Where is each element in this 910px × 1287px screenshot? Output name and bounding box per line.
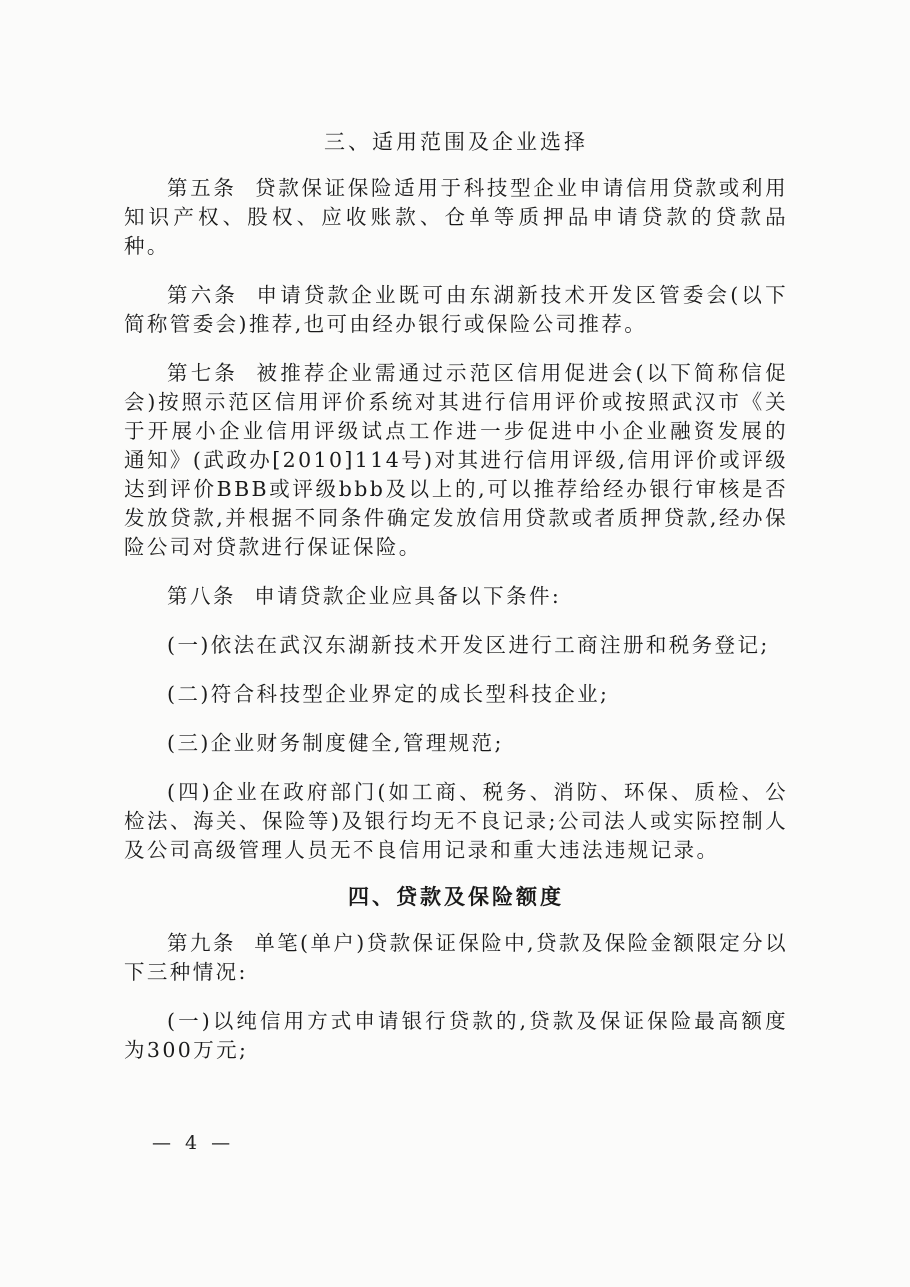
article-8-item-3: (三)企业财务制度健全,管理规范; — [167, 731, 504, 755]
article-5 — [124, 174, 788, 261]
section-heading-4: 四、贷款及保险额度 — [348, 884, 564, 909]
article-9-text: 单笔(单户)贷款保证保险中,贷款及保险金额限定分以下三种情况: — [124, 931, 788, 984]
article-6 — [124, 281, 788, 339]
page-number: — 4 — — [152, 1132, 235, 1154]
article-8-text: 申请贷款企业应具备以下条件: — [254, 584, 562, 608]
article-5-text: 贷款保证保险适用于科技型企业申请信用贷款或利用知识产权、股权、应收账款、仓单等质押品申请贷款的贷款品种。 — [124, 176, 789, 258]
article-8-item-4: (四)企业在政府部门(如工商、税务、消防、环保、质检、公检法、海关、保险等)及银行均无不良记录;公司法人或实际控制人及公司高级管理人员无不良信用记录和重大违法违规记录。 — [124, 780, 788, 862]
article-7-text: 被推荐企业需通过示范区信用促进会(以下简称信促会)按照示范区信用评价系统对其进行信用评价或按照武汉市《关于开展小企业信用评级试点工作进一步促进中小企业融资发展的通知》(武政办[2010]114号)对其进行信用评级,信用评价或评级达到评价BBB或评级bbb及以上的,可以推荐给经办银行审核是否发放贷款,并根据不同条件确定发放信用贷款或者质押贷款,经办保险公司对贷款进行保证保险。 — [124, 361, 788, 559]
article-6-label: 第六条 — [167, 283, 239, 307]
article-8 — [124, 582, 788, 611]
article-8-item-2: (二)符合科技型企业界定的成长型科技企业; — [167, 682, 610, 706]
article-8-label: 第八条 — [167, 584, 236, 608]
document-body — [124, 128, 788, 1065]
article-9-item-1: (一)以纯信用方式申请银行贷款的,贷款及保证保险最高额度为300万元; — [124, 1009, 788, 1062]
article-5-label: 第五条 — [167, 176, 237, 200]
article-7 — [124, 359, 788, 562]
section-heading-3: 三、适用范围及企业选择 — [324, 130, 588, 154]
article-8-item-1: (一)依法在武汉东湖新技术开发区进行工商注册和税务登记; — [167, 633, 770, 657]
article-9-label: 第九条 — [167, 931, 236, 955]
article-9 — [124, 929, 788, 987]
article-7-label: 第七条 — [167, 361, 239, 385]
article-6-text: 申请贷款企业既可由东湖新技术开发区管委会(以下简称管委会)推荐,也可由经办银行或保险公司推荐。 — [124, 283, 788, 336]
